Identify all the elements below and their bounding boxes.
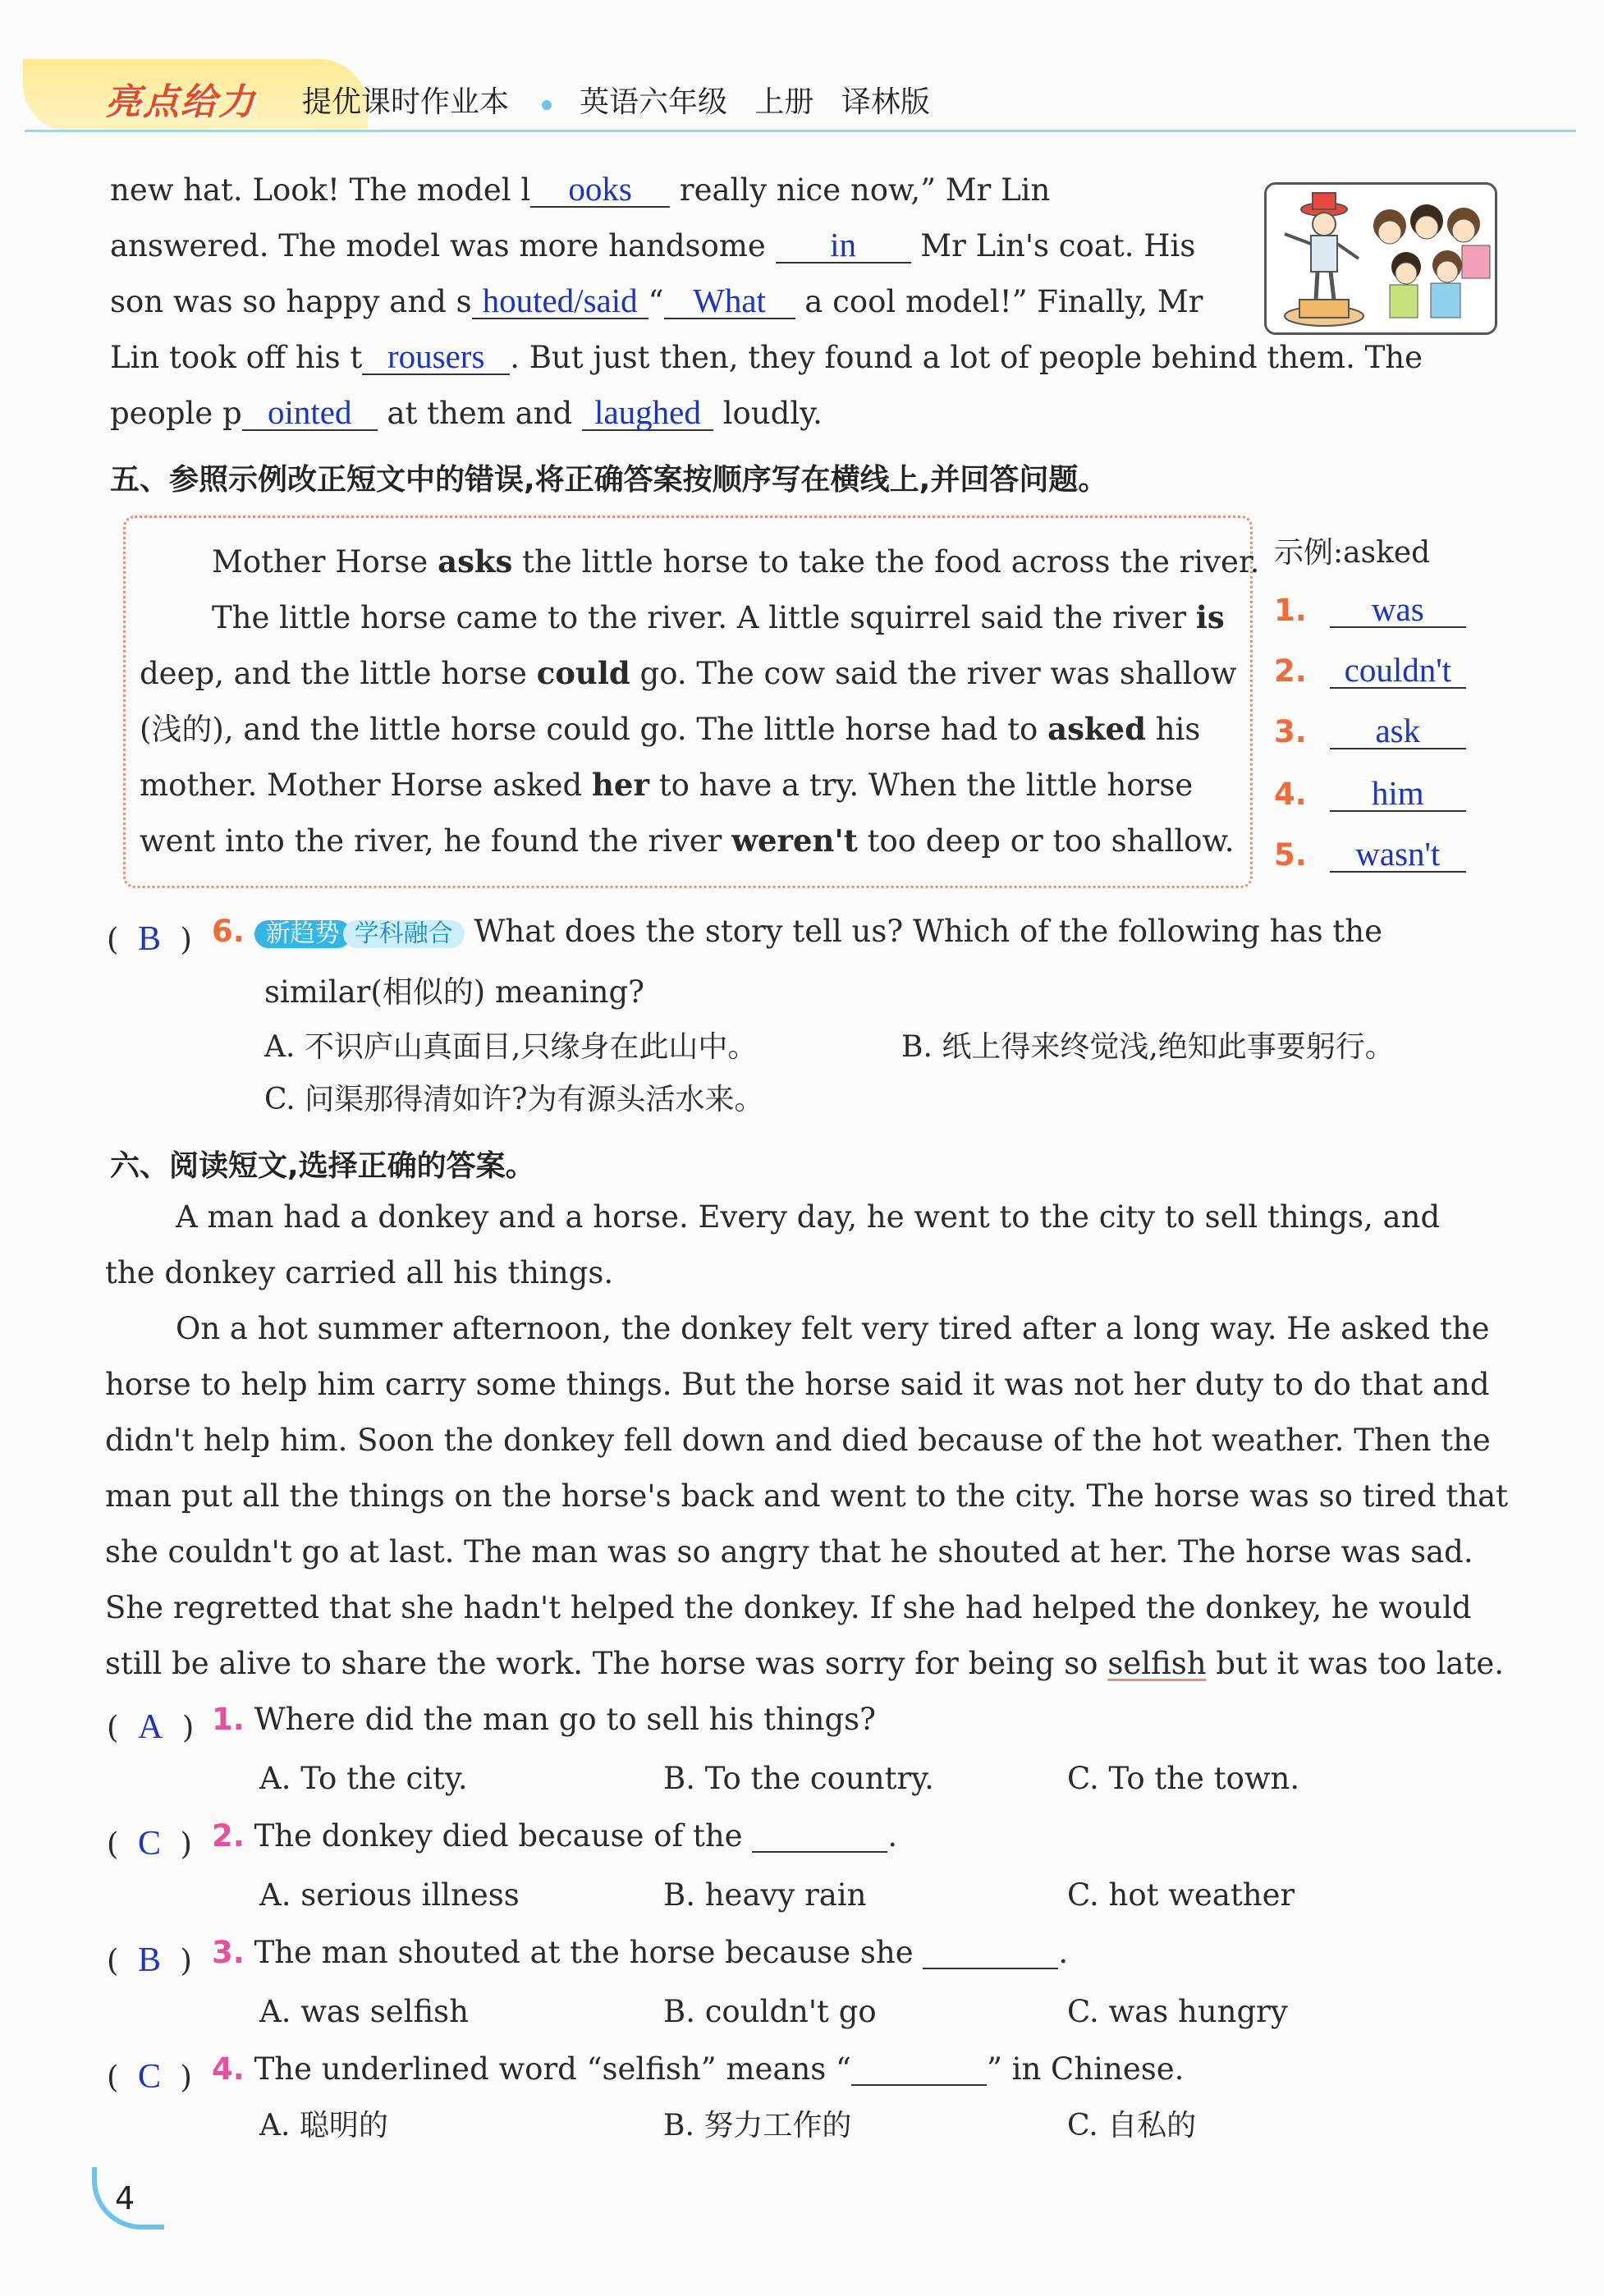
underlined-word: selfish [1107, 1646, 1207, 1681]
passage-line-4: (浅的), and the little horse could go. The little horse had to asked his [140, 711, 1201, 747]
q3-option-b[interactable]: B. couldn't go [663, 1994, 877, 2029]
section6-title: 六、阅读短文,选择正确的答案。 [110, 1149, 535, 1183]
answer-blank[interactable]: couldn't [1330, 653, 1466, 689]
answer-blank[interactable]: was [1330, 593, 1466, 628]
q1-option-c[interactable]: C. To the town. [1067, 1761, 1300, 1796]
series-title: 提优课时作业本 [302, 85, 510, 119]
q1-option-b[interactable]: B. To the country. [663, 1761, 934, 1796]
q6-option-c[interactable]: C. 问渠那得清如许?为有源头活水来。 [264, 1083, 764, 1116]
q6-stem-line-1: 6. 新趋势 学科融合 What does the story tell us? Which of the following has the [212, 914, 1382, 949]
model-crowd-illustration [1267, 185, 1495, 332]
answer-row-3: 3. ask [1274, 714, 1466, 749]
passage-line-2: The little horse came to the river. A little squirrel said the river is [212, 599, 1225, 635]
passage-line-1: Mother Horse asks the little horse to take the food across the river. [212, 543, 1260, 580]
q2-option-b[interactable]: B. heavy rain [663, 1877, 867, 1913]
q6-stem-line-2: similar(相似的) meaning? [264, 974, 645, 1010]
q4-option-a[interactable]: A. 聪明的 [259, 2109, 388, 2142]
answer-blank[interactable]: ask [1330, 714, 1466, 749]
para2-line-4: man put all the things on the horse's back and went to the city. The horse was so tired that [105, 1478, 1509, 1514]
q4-option-c[interactable]: C. 自私的 [1067, 2109, 1197, 2142]
answer-blank[interactable] [923, 1937, 1058, 1969]
answer-blank[interactable]: houted/said [472, 284, 648, 319]
q4-answer-paren[interactable]: ( C ) [107, 2058, 192, 2096]
answer-row-1: 1. was [1274, 593, 1466, 628]
new-trend-tag: 新趋势 [254, 920, 351, 948]
story-illustration [1264, 182, 1497, 335]
story-line-3: son was so happy and s houted/said “ What a cool model!” Finally, Mr [110, 282, 1203, 319]
q1-stem: 1. Where did the man go to sell his things? [212, 1702, 876, 1737]
answer-blank[interactable] [752, 1821, 887, 1853]
q3-option-c[interactable]: C. was hungry [1067, 1994, 1288, 2029]
answer-blank[interactable]: wasn't [1330, 837, 1466, 873]
q6-option-b[interactable]: B. 纸上得来终觉浅,绝知此事要躬行。 [901, 1030, 1395, 1064]
para2-line-6: She regretted that she hadn't helped the donkey. If she had helped the donkey, he would [105, 1590, 1472, 1625]
q2-option-a[interactable]: A. serious illness [259, 1877, 520, 1913]
story-line-1: new hat. Look! The model l ooks really nice now,” Mr Lin [110, 170, 1051, 208]
para2-line-3: didn't help him. Soon the donkey fell down and died because of the hot weather. Then the [105, 1423, 1491, 1458]
answer-blank[interactable]: in [776, 228, 911, 264]
q1-option-a[interactable]: A. To the city. [259, 1761, 468, 1796]
answer-row-4: 4. him [1274, 777, 1466, 812]
page-number: 4 [115, 2180, 135, 2216]
answer-blank[interactable]: ointed [242, 396, 378, 431]
q3-stem: 3. The man shouted at the horse because she . [212, 1935, 1069, 1970]
answer-row-2: 2. couldn't [1274, 653, 1466, 689]
para1-line-1: A man had a donkey and a horse. Every day, he went to the city to sell things, and [176, 1199, 1441, 1235]
passage-line-3: deep, and the little horse could go. The cow said the river was shallow [140, 655, 1237, 691]
q3-answer-paren[interactable]: ( B ) [107, 1941, 192, 1979]
subject-fusion-tag: 学科融合 [343, 920, 465, 948]
section5-title: 五、参照示例改正短文中的错误,将正确答案按顺序写在横线上,并回答问题。 [110, 463, 1108, 497]
example-label: 示例:asked [1274, 536, 1431, 570]
q6-option-a[interactable]: A. 不识庐山真面目,只缘身在此山中。 [264, 1030, 758, 1064]
answer-blank[interactable] [851, 2054, 987, 2086]
para1-line-2: the donkey carried all his things. [105, 1255, 614, 1290]
brand-logo: 亮点给力 [105, 81, 256, 123]
answer-blank[interactable]: rousers [362, 340, 510, 375]
q2-option-c[interactable]: C. hot weather [1067, 1877, 1295, 1913]
para2-line-1: On a hot summer afternoon, the donkey felt very tired after a long way. He asked the [176, 1311, 1490, 1346]
story-line-4: Lin took off his t rousers . But just then, they found a lot of people behind them. The [110, 337, 1423, 375]
story-line-5: people p ointed at them and laughed loudly. [110, 393, 823, 431]
answer-blank[interactable]: him [1330, 777, 1466, 812]
q3-option-a[interactable]: A. was selfish [259, 1994, 469, 2029]
story-line-2: answered. The model was more handsome in Mr Lin's coat. His [110, 226, 1196, 264]
header-dot [542, 100, 552, 110]
q2-answer-paren[interactable]: ( C ) [107, 1825, 192, 1863]
answer-blank[interactable]: ooks [530, 172, 670, 208]
para2-line-7: still be alive to share the work. The horse was sorry for being so selfish but it was too late. [105, 1646, 1504, 1681]
answer-blank[interactable]: What [664, 284, 795, 319]
para2-line-2: horse to help him carry some things. But the horse said it was not her duty to do that and [105, 1367, 1490, 1402]
passage-line-5: mother. Mother Horse asked her to have a try. When the little horse [140, 767, 1194, 803]
answer-blank[interactable]: laughed [582, 396, 713, 431]
q1-answer-paren[interactable]: ( A ) [107, 1708, 195, 1746]
para2-line-5: she couldn't go at last. The man was so angry that he shouted at her. The horse was sad. [105, 1534, 1473, 1570]
q2-stem: 2. The donkey died because of the . [212, 1818, 898, 1854]
q4-option-b[interactable]: B. 努力工作的 [663, 2109, 852, 2142]
q4-stem: 4. The underlined word “selfish” means “ ” in Chinese. [212, 2051, 1185, 2087]
passage-line-6: went into the river, he found the river weren't too deep or too shallow. [140, 823, 1235, 859]
grade-title: 英语六年级 上册 译林版 [580, 85, 930, 119]
q6-answer-paren[interactable]: ( B ) [107, 920, 192, 958]
answer-row-5: 5. wasn't [1274, 837, 1466, 873]
